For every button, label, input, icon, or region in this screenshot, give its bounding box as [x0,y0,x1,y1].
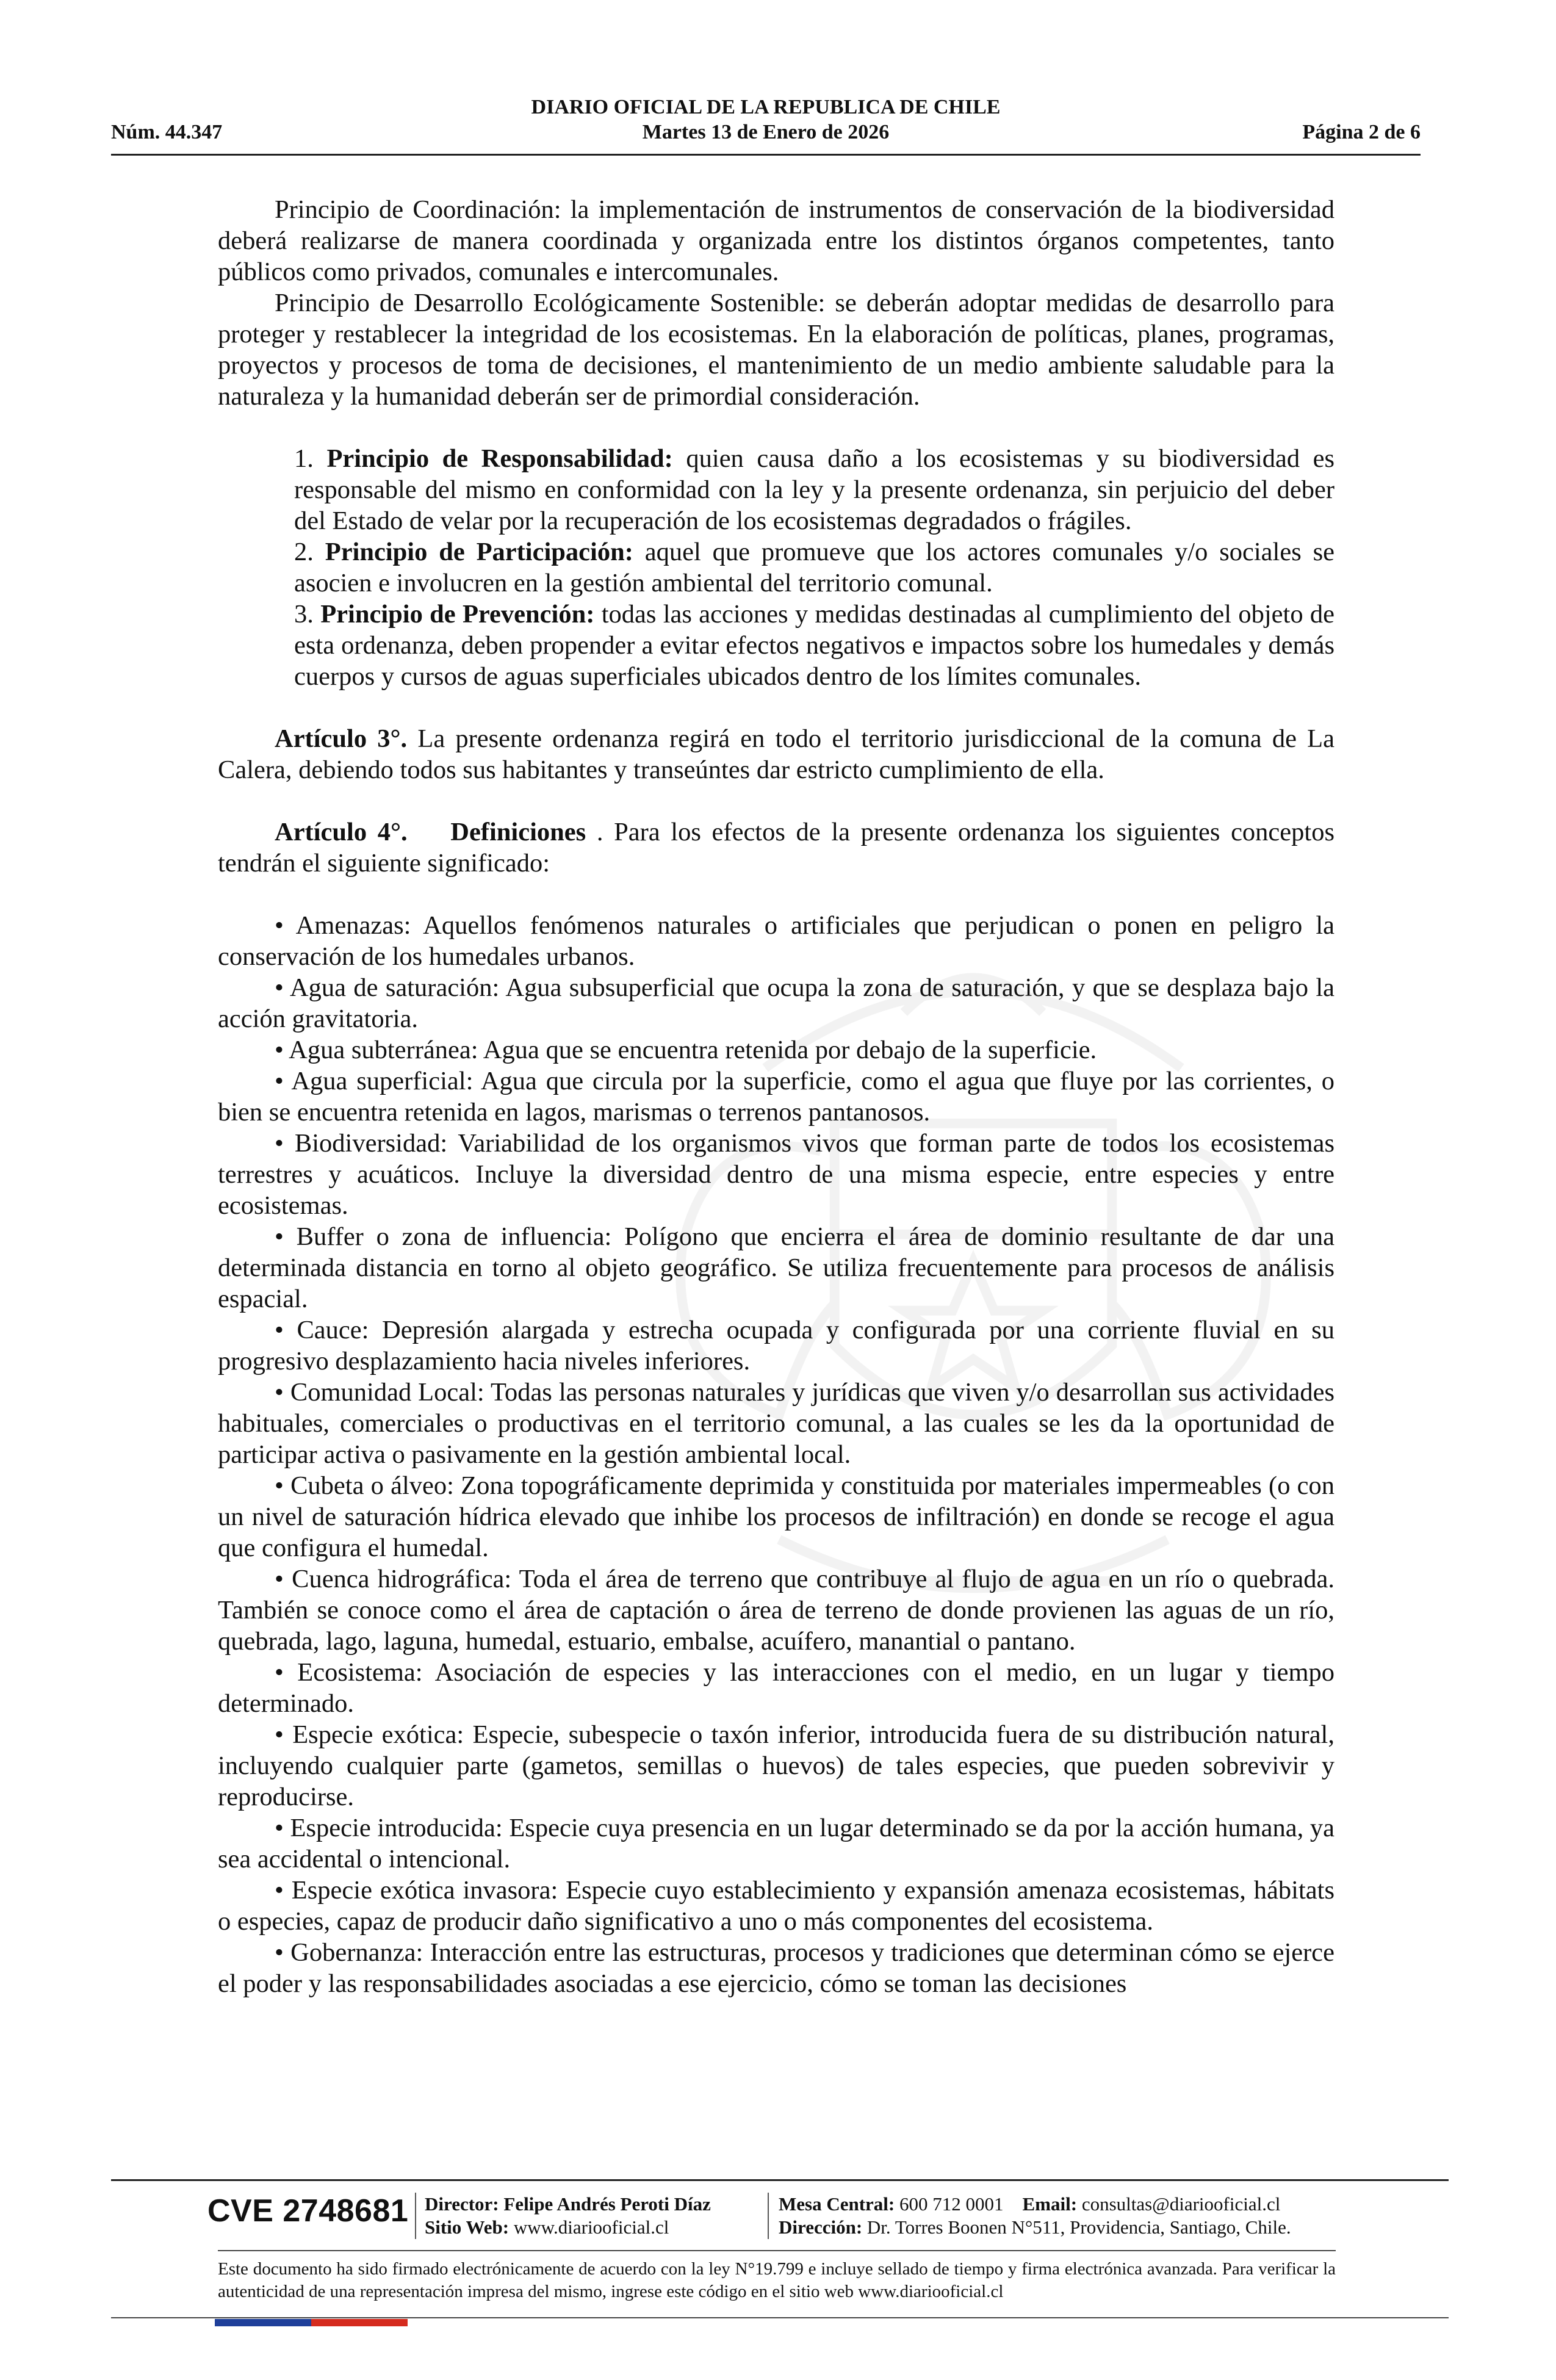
definition-item: • Agua de saturación: Agua subsuperficial que ocupa la zona de saturación, y que se desplaza bajo la acción gravitatoria. [218,973,1334,1033]
principle-number: 3. [294,600,314,629]
address-value: Dr. Torres Boonen N°511, Providencia, Santiago, Chile. [866,2216,1291,2238]
document-body [218,194,1334,1999]
article-4-heading: Artículo 4°. [275,818,408,846]
principle-item-1 [294,443,1334,536]
header-divider [111,154,1421,156]
article-3-text: La presente ordenanza regirá en todo el territorio jurisdiccional de la comuna de La Calera, debiendo todos sus habitantes y transeúntes dar estricto cumplimiento de ella. [218,724,1335,784]
principle-number: 2. [294,538,314,566]
article-4-text: . Para los efectos de la presente ordenanza los siguientes conceptos tendrán el siguiente significado: [218,818,1335,878]
definition-item: • Especie exótica: Especie, subespecie o taxón inferior, introducida fuera de su distribución natural, incluyendo cualquier parte (gametos, semillas o huevos) de tales especies, que pueden sobrevivir y reproducirse. [218,1720,1334,1811]
definition-item: • Agua superficial: Agua que circula por la superficie, como el agua que fluye por las corrientes, o bien se encuentra retenida en lagos, marismas o terrenos pantanosos. [218,1067,1334,1127]
electronic-signature-notice: Este documento ha sido firmado electrónicamente de acuerdo con la ley N°19.799 e incluye sellado de tiempo y firma electrónica avanzada. Para verificar la autenticidad de una representación impresa del mismo, ingrese este código en el sitio web www.diariooficial.cl [218,2259,1336,2301]
principle-item-2 [294,536,1334,599]
definition-item: • Agua subterránea: Agua que se encuentra retenida por debajo de la superficie. [275,1036,1097,1064]
paragraph-principio-coordinacion: Principio de Coordinación: la implementación de instrumentos de conservación de la biodiversidad deberá realizarse de manera coordinada y organizada entre los distintos órganos competentes, tanto públicos como privados, comunales e intercomunales. [218,195,1334,286]
article-4-subheading: Definiciones [450,818,586,846]
address-label: Dirección: [779,2216,863,2238]
article-3-heading: Artículo 3°. [275,724,408,753]
issue-date: Martes 13 de Enero de 2026 [642,121,890,143]
email-link[interactable]: consultas@diariooficial.cl [1081,2193,1281,2215]
footer-separator [768,2193,769,2239]
flag-red-segment [311,2319,408,2326]
definition-item: • Biodiversidad: Variabilidad de los organismos vivos que forman parte de todos los ecosistemas terrestres y acuáticos. Incluye la diversidad dentro de una misma especie, entre especies y entre ecosistemas. [218,1129,1334,1220]
page-indicator: Página 2 de 6 [1302,121,1421,143]
footer-divider-top [111,2179,1449,2181]
definition-item: • Cauce: Depresión alargada y estrecha ocupada y configurada por una corriente fluvial en su progresivo desplazamiento hacia niveles inferiores. [218,1316,1334,1376]
mesa-central-label: Mesa Central: [779,2193,895,2215]
footer-director-block [425,2193,711,2239]
definition-item: • Ecosistema: Asociación de especies y las interacciones con el medio, en un lugar y tiempo determinado. [218,1658,1334,1718]
website-link[interactable]: www.diariooficial.cl [513,2216,669,2238]
principle-text: aquel que promueve que los actores comunales y/o sociales se asocien e involucren en la gestión ambiental del territorio comunal. [294,538,1334,597]
footer-separator [415,2193,416,2239]
definition-item: • Buffer o zona de influencia: Polígono que encierra el área de dominio resultante de dar una determinada distancia en torno al objeto geográfico. Se utiliza frecuentemente para procesos de análisis espacial. [218,1222,1334,1313]
principle-text: quien causa daño a los ecosistemas y su biodiversidad es responsable del mismo en conformidad con la ley y la presente ordenanza, sin perjuicio del deber del Estado de velar por la recuperación de los ecosistemas degradados o frágiles. [294,444,1335,535]
email-label: Email: [1022,2193,1078,2215]
definition-item: • Cuenca hidrográfica: Toda el área de terreno que contribuye al flujo de agua en un río o quebrada. También se conoce como el área de captación o área de terreno de donde provienen las aguas de un río, quebrada, lago, laguna, humedal, estuario, embalse, acuífero, manantial o pantano. [218,1565,1334,1656]
principle-text: todas las acciones y medidas destinadas al cumplimiento del objeto de esta ordenanza, deben propender a evitar efectos negativos e impactos sobre los humedales y demás cuerpos y cursos de aguas superficiales ubicados dentro de los límites comunales. [294,600,1335,691]
principle-heading: Principio de Participación: [325,538,633,566]
flag-color-bar [215,2319,408,2326]
principle-number: 1. [294,444,314,473]
principle-heading: Principio de Responsabilidad: [326,444,673,473]
definition-item: • Amenazas: Aquellos fenómenos naturales o artificiales que perjudican o ponen en peligro la conservación de los humedales urbanos. [218,911,1334,971]
definition-item: • Gobernanza: Interacción entre las estructuras, procesos y tradiciones que determinan cómo se ejerce el poder y las responsabilidades asociadas a ese ejercicio, cómo se toman las decisiones [218,1938,1334,1998]
director-name: Felipe Andrés Peroti Díaz [503,2193,711,2215]
article-4 [218,817,1334,879]
footer-contact-block [779,2193,1291,2239]
flag-blue-segment [215,2319,311,2326]
principle-item-3 [294,599,1334,692]
definition-item: • Especie introducida: Especie cuya presencia en un lugar determinado se da por la acción humana, ya sea accidental o intencional. [218,1814,1334,1873]
director-label: Director: [425,2193,499,2215]
definition-item: • Cubeta o álveo: Zona topográficamente deprimida y constituida por materiales impermeables (o con un nivel de saturación hídrica elevado que inhibe los procesos de infiltración) en donde se recoge el agua que configura el humedal. [218,1471,1334,1562]
cve-code: CVE 2748681 [207,2193,409,2229]
mesa-central-value: 600 712 0001 [899,2193,1004,2215]
website-label: Sitio Web: [425,2216,510,2238]
paragraph-principio-desarrollo: Principio de Desarrollo Ecológicamente Sostenible: se deberán adoptar medidas de desarrollo para proteger y restablecer la integridad de los ecosistemas. En la elaboración de políticas, planes, programas, proyectos y procesos de toma de decisiones, el mantenimiento de un medio ambiente saludable para la naturaleza y la humanidad deberán ser de primordial consideración. [218,289,1334,411]
principle-heading: Principio de Prevención: [320,600,595,629]
footer-divider-bottom [111,2317,1449,2318]
article-3 [218,723,1334,785]
newspaper-title: DIARIO OFICIAL DE LA REPUBLICA DE CHILE [531,96,1001,118]
footer-divider-middle [218,2250,1336,2251]
definition-item: • Comunidad Local: Todas las personas naturales y jurídicas que viven y/o desarrollan sus actividades habituales, comerciales o productivas en el territorio comunal, a las cuales se les da la oportunidad de participar activa o pasivamente en la gestión ambiental local. [218,1378,1334,1469]
issue-number: Núm. 44.347 [111,121,223,143]
definition-item: • Especie exótica invasora: Especie cuyo establecimiento y expansión amenaza ecosistemas, hábitats o especies, capaz de producir daño significativo a uno o más componentes del ecosistema. [218,1876,1334,1936]
